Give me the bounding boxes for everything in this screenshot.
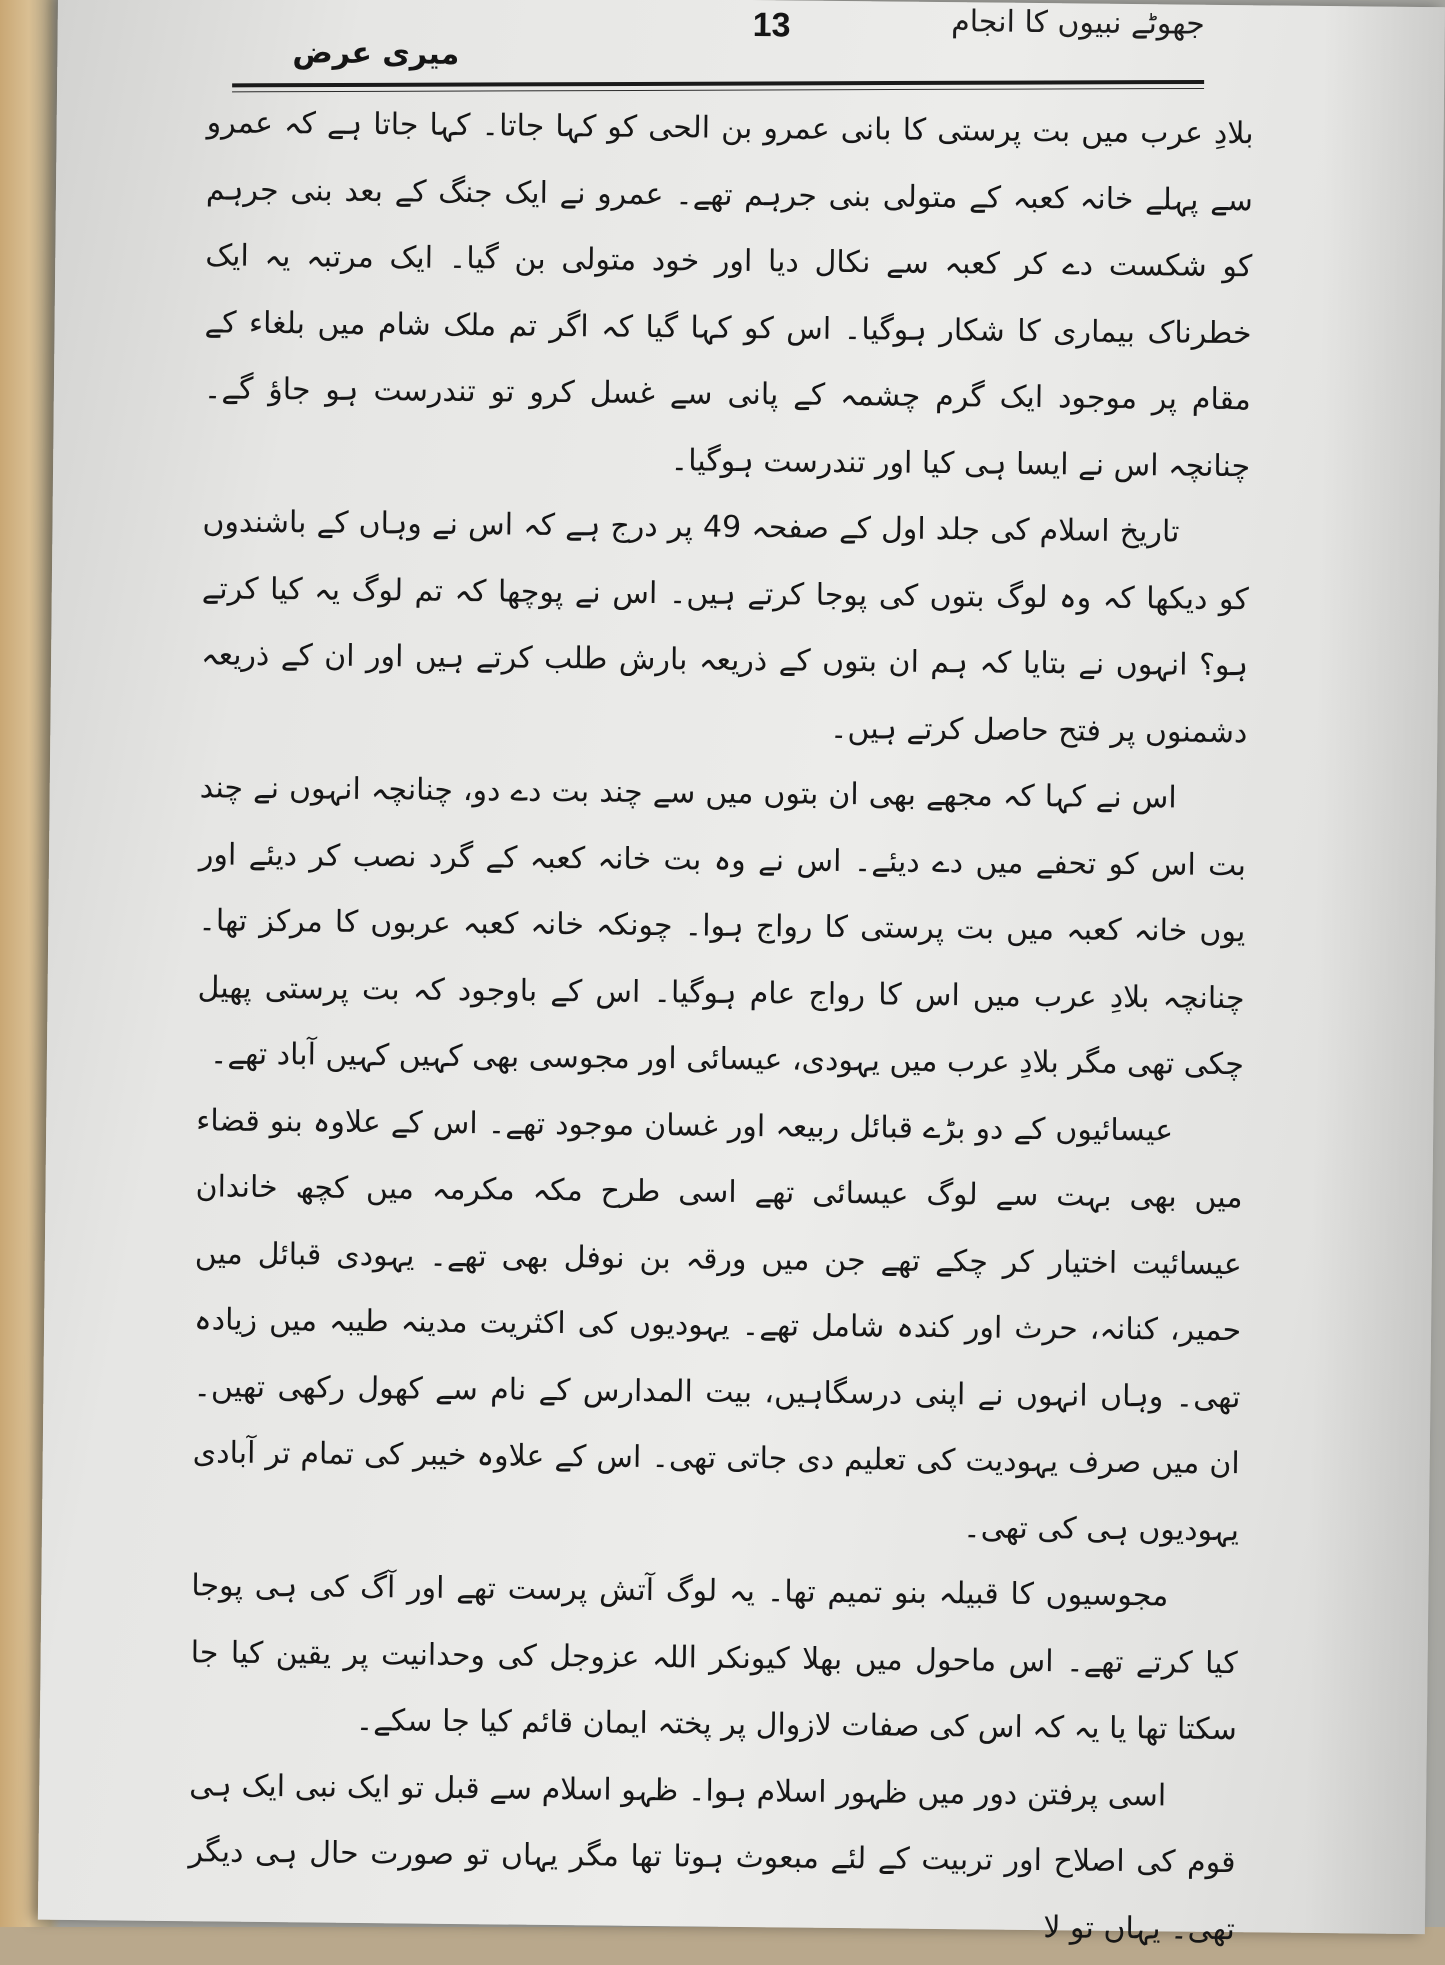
body-text xyxy=(188,90,1254,1963)
paragraph: بلادِ عرب میں بت پرستی کا بانی عمرو بن الحی کو کہا جاتا۔ کہا جاتا ہے کہ عمرو سے پہلے خانہ کعبہ کے متولی بنی جرہم تھے۔ عمرو نے ایک جنگ کے بعد بنی جرہم کو شکست دے کر کعبہ سے نکال دیا اور خود متولی بن گیا۔ ایک مرتبہ یہ ایک خطرناک بیماری کا شکار ہوگیا۔ اس کو کہا گیا کہ اگر تم ملک شام میں بلغاء کے مقام پر موجود ایک گرم چشمہ کے پانی سے غسل کرو تو تندرست ہو جاؤ گے۔ چنانچہ اس نے ایسا ہی کیا اور تندرست ہوگیا۔ xyxy=(203,105,1254,484)
page-header xyxy=(232,0,1205,87)
paragraph: اس نے کہا کہ مجھے بھی ان بتوں میں سے چند بت دے دو، چنانچہ انہوں نے چند بت اس کو تحفے میں دے دیئے۔ اس نے وہ بت خانہ کعبہ کے گرد نصب کر دیئے اور یوں خانہ کعبہ میں بت پرستی کا رواج ہوا۔ چونکہ خانہ کعبہ عربوں کا مرکز تھا۔ چنانچہ بلادِ عرب میں اس کا رواج عام ہوگیا۔ اس کے باوجود کہ بت پرستی پھیل چکی تھی مگر بلادِ عرب میں یہودی، عیسائی اور مجوسی بھی کہیں کہیں آباد تھے۔ xyxy=(197,770,1247,1083)
running-title: جھوٹے نبیوں کا انجام xyxy=(951,4,1205,42)
paragraph: مجوسیوں کا قبیلہ بنو تمیم تھا۔ یہ لوگ آتش پرست تھے اور آگ کی ہی پوجا کیا کرتے تھے۔ اس ماحول میں بھلا کیونکر اللہ عزوجل کی وحدانیت پر یقین کیا جا سکتا تھا یا یہ کہ اس کی صفات لازوال پر پختہ ایمان قائم کیا جا سکے۔ xyxy=(190,1568,1238,1748)
paragraph: عیسائیوں کے دو بڑے قبائل ربیعہ اور غسان موجود تھے۔ اس کے علاوہ بنو قضاء میں بھی بہت سے لوگ عیسائی تھے اسی طرح مکہ مکرمہ میں کچھ خاندان عیسائیت اختیار کر چکے تھے جن میں ورقہ بن نوفل بھی تھے۔ یہودی قبائل میں حمیر، کنانہ، حرث اور کندہ شامل تھے۔ یہودیوں کی اکثریت مدینہ طیبہ میں زیادہ تھی۔ وہاں انہوں نے اپنی درسگاہیں، بیت المدارس کے نام سے کھول رکھی تھیں۔ ان میں صرف یہودیت کی تعلیم دی جاتی تھی۔ اس کے علاوہ خیبر کی تمام تر آبادی یہودیوں ہی کی تھی۔ xyxy=(192,1102,1243,1548)
section-title: میری عرض xyxy=(292,35,460,72)
page-edge-shadow xyxy=(1305,6,1445,1934)
page-number: 13 xyxy=(752,6,791,45)
paragraph: اسی پرفتن دور میں ظہور اسلام ہوا۔ ظہو اسلام سے قبل تو ایک نبی ایک ہی قوم کی اصلاح اور تربیت کے لئے مبعوث ہوتا تھا مگر یہاں تو صورت حال ہی دیگر تھی۔ یہاں تو لا xyxy=(188,1767,1236,1947)
book-page xyxy=(38,0,1445,1947)
paragraph: تاریخ اسلام کی جلد اول کے صفحہ 49 پر درج ہے کہ اس نے وہاں کے باشندوں کو دیکھا کہ وہ لوگ بتوں کی پوجا کرتے ہیں۔ اس نے پوچھا کہ تم لوگ یہ کیا کرتے ہو؟ انہوں نے بتایا کہ ہم ان بتوں کے ذریعہ بارش طلب کرتے ہیں اور ان کے ذریعہ دشمنوں پر فتح حاصل کرتے ہیں۔ xyxy=(200,504,1249,750)
header-rule-thick xyxy=(232,80,1204,87)
